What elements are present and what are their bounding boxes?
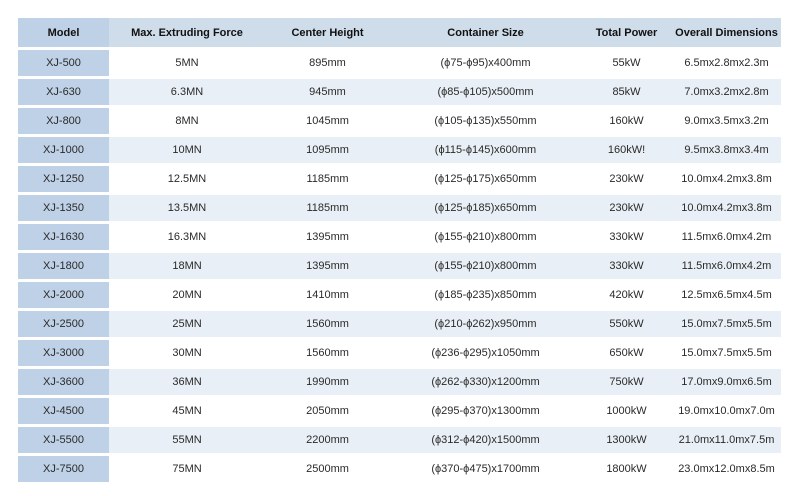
model-cell: XJ-2000 [18, 282, 109, 308]
overall-dimensions-cell: 10.0mx4.2mx3.8m [672, 195, 781, 221]
container-size-cell: (ϕ125-ϕ185)x650mm [390, 195, 581, 221]
container-size-cell: (ϕ262-ϕ330)x1200mm [390, 369, 581, 395]
model-cell: XJ-2500 [18, 311, 109, 337]
overall-dimensions-cell: 15.0mx7.5mx5.5m [672, 311, 781, 337]
max-extruding-force-cell: 75MN [109, 456, 265, 482]
model-cell: XJ-4500 [18, 398, 109, 424]
total-power-cell: 230kW [581, 166, 672, 192]
table-header-row [18, 18, 781, 47]
container-size-cell: (ϕ185-ϕ235)x850mm [390, 282, 581, 308]
total-power-cell: 550kW [581, 311, 672, 337]
header-max-extruding-force: Max. Extruding Force [109, 18, 265, 47]
table-row [18, 195, 781, 221]
max-extruding-force-cell: 18MN [109, 253, 265, 279]
center-height-cell: 2200mm [265, 427, 390, 453]
table-row [18, 253, 781, 279]
overall-dimensions-cell: 9.5mx3.8mx3.4m [672, 137, 781, 163]
container-size-cell: (ϕ295-ϕ370)x1300mm [390, 398, 581, 424]
total-power-cell: 330kW [581, 253, 672, 279]
overall-dimensions-cell: 11.5mx6.0mx4.2m [672, 224, 781, 250]
center-height-cell: 1395mm [265, 253, 390, 279]
container-size-cell: (ϕ210-ϕ262)x950mm [390, 311, 581, 337]
max-extruding-force-cell: 5MN [109, 50, 265, 76]
model-cell: XJ-1800 [18, 253, 109, 279]
max-extruding-force-cell: 45MN [109, 398, 265, 424]
overall-dimensions-cell: 10.0mx4.2mx3.8m [672, 166, 781, 192]
container-size-cell: (ϕ75-ϕ95)x400mm [390, 50, 581, 76]
table-row [18, 456, 781, 482]
overall-dimensions-cell: 19.0mx10.0mx7.0m [672, 398, 781, 424]
model-cell: XJ-3000 [18, 340, 109, 366]
header-center-height: Center Height [265, 18, 390, 47]
model-cell: XJ-1630 [18, 224, 109, 250]
center-height-cell: 895mm [265, 50, 390, 76]
max-extruding-force-cell: 20MN [109, 282, 265, 308]
header-total-power: Total Power [581, 18, 672, 47]
model-cell: XJ-3600 [18, 369, 109, 395]
container-size-cell: (ϕ155-ϕ210)x800mm [390, 253, 581, 279]
table-body [18, 50, 781, 482]
max-extruding-force-cell: 13.5MN [109, 195, 265, 221]
model-cell: XJ-500 [18, 50, 109, 76]
overall-dimensions-cell: 15.0mx7.5mx5.5m [672, 340, 781, 366]
center-height-cell: 1990mm [265, 369, 390, 395]
center-height-cell: 1395mm [265, 224, 390, 250]
max-extruding-force-cell: 8MN [109, 108, 265, 134]
total-power-cell: 55kW [581, 50, 672, 76]
table-row [18, 398, 781, 424]
overall-dimensions-cell: 11.5mx6.0mx4.2m [672, 253, 781, 279]
model-cell: XJ-1250 [18, 166, 109, 192]
max-extruding-force-cell: 6.3MN [109, 79, 265, 105]
overall-dimensions-cell: 23.0mx12.0mx8.5m [672, 456, 781, 482]
overall-dimensions-cell: 7.0mx3.2mx2.8m [672, 79, 781, 105]
total-power-cell: 160kW [581, 108, 672, 134]
center-height-cell: 1095mm [265, 137, 390, 163]
table-row [18, 282, 781, 308]
container-size-cell: (ϕ370-ϕ475)x1700mm [390, 456, 581, 482]
total-power-cell: 85kW [581, 79, 672, 105]
table-row [18, 340, 781, 366]
container-size-cell: (ϕ155-ϕ210)x800mm [390, 224, 581, 250]
table-row [18, 224, 781, 250]
table-row [18, 108, 781, 134]
total-power-cell: 230kW [581, 195, 672, 221]
container-size-cell: (ϕ115-ϕ145)x600mm [390, 137, 581, 163]
table-row [18, 137, 781, 163]
container-size-cell: (ϕ236-ϕ295)x1050mm [390, 340, 581, 366]
total-power-cell: 1800kW [581, 456, 672, 482]
model-cell: XJ-800 [18, 108, 109, 134]
center-height-cell: 1185mm [265, 195, 390, 221]
header-model: Model [18, 18, 109, 47]
overall-dimensions-cell: 6.5mx2.8mx2.3m [672, 50, 781, 76]
total-power-cell: 750kW [581, 369, 672, 395]
model-cell: XJ-7500 [18, 456, 109, 482]
overall-dimensions-cell: 17.0mx9.0mx6.5m [672, 369, 781, 395]
model-cell: XJ-630 [18, 79, 109, 105]
center-height-cell: 2050mm [265, 398, 390, 424]
total-power-cell: 330kW [581, 224, 672, 250]
header-overall-dimensions: Overall Dimensions [672, 18, 781, 47]
center-height-cell: 1560mm [265, 340, 390, 366]
center-height-cell: 1560mm [265, 311, 390, 337]
header-container-size: Container Size [390, 18, 581, 47]
max-extruding-force-cell: 25MN [109, 311, 265, 337]
center-height-cell: 1185mm [265, 166, 390, 192]
max-extruding-force-cell: 16.3MN [109, 224, 265, 250]
specifications-table [18, 15, 781, 485]
table-row [18, 369, 781, 395]
table-row [18, 50, 781, 76]
total-power-cell: 650kW [581, 340, 672, 366]
total-power-cell: 160kW! [581, 137, 672, 163]
overall-dimensions-cell: 12.5mx6.5mx4.5m [672, 282, 781, 308]
center-height-cell: 945mm [265, 79, 390, 105]
max-extruding-force-cell: 55MN [109, 427, 265, 453]
total-power-cell: 1300kW [581, 427, 672, 453]
center-height-cell: 1045mm [265, 108, 390, 134]
max-extruding-force-cell: 10MN [109, 137, 265, 163]
total-power-cell: 1000kW [581, 398, 672, 424]
container-size-cell: (ϕ312-ϕ420)x1500mm [390, 427, 581, 453]
model-cell: XJ-1350 [18, 195, 109, 221]
center-height-cell: 1410mm [265, 282, 390, 308]
model-cell: XJ-1000 [18, 137, 109, 163]
table-row [18, 79, 781, 105]
container-size-cell: (ϕ105-ϕ135)x550mm [390, 108, 581, 134]
center-height-cell: 2500mm [265, 456, 390, 482]
table-row [18, 166, 781, 192]
model-cell: XJ-5500 [18, 427, 109, 453]
max-extruding-force-cell: 12.5MN [109, 166, 265, 192]
overall-dimensions-cell: 9.0mx3.5mx3.2m [672, 108, 781, 134]
container-size-cell: (ϕ85-ϕ105)x500mm [390, 79, 581, 105]
overall-dimensions-cell: 21.0mx11.0mx7.5m [672, 427, 781, 453]
table-row [18, 311, 781, 337]
max-extruding-force-cell: 30MN [109, 340, 265, 366]
container-size-cell: (ϕ125-ϕ175)x650mm [390, 166, 581, 192]
total-power-cell: 420kW [581, 282, 672, 308]
table-row [18, 427, 781, 453]
max-extruding-force-cell: 36MN [109, 369, 265, 395]
